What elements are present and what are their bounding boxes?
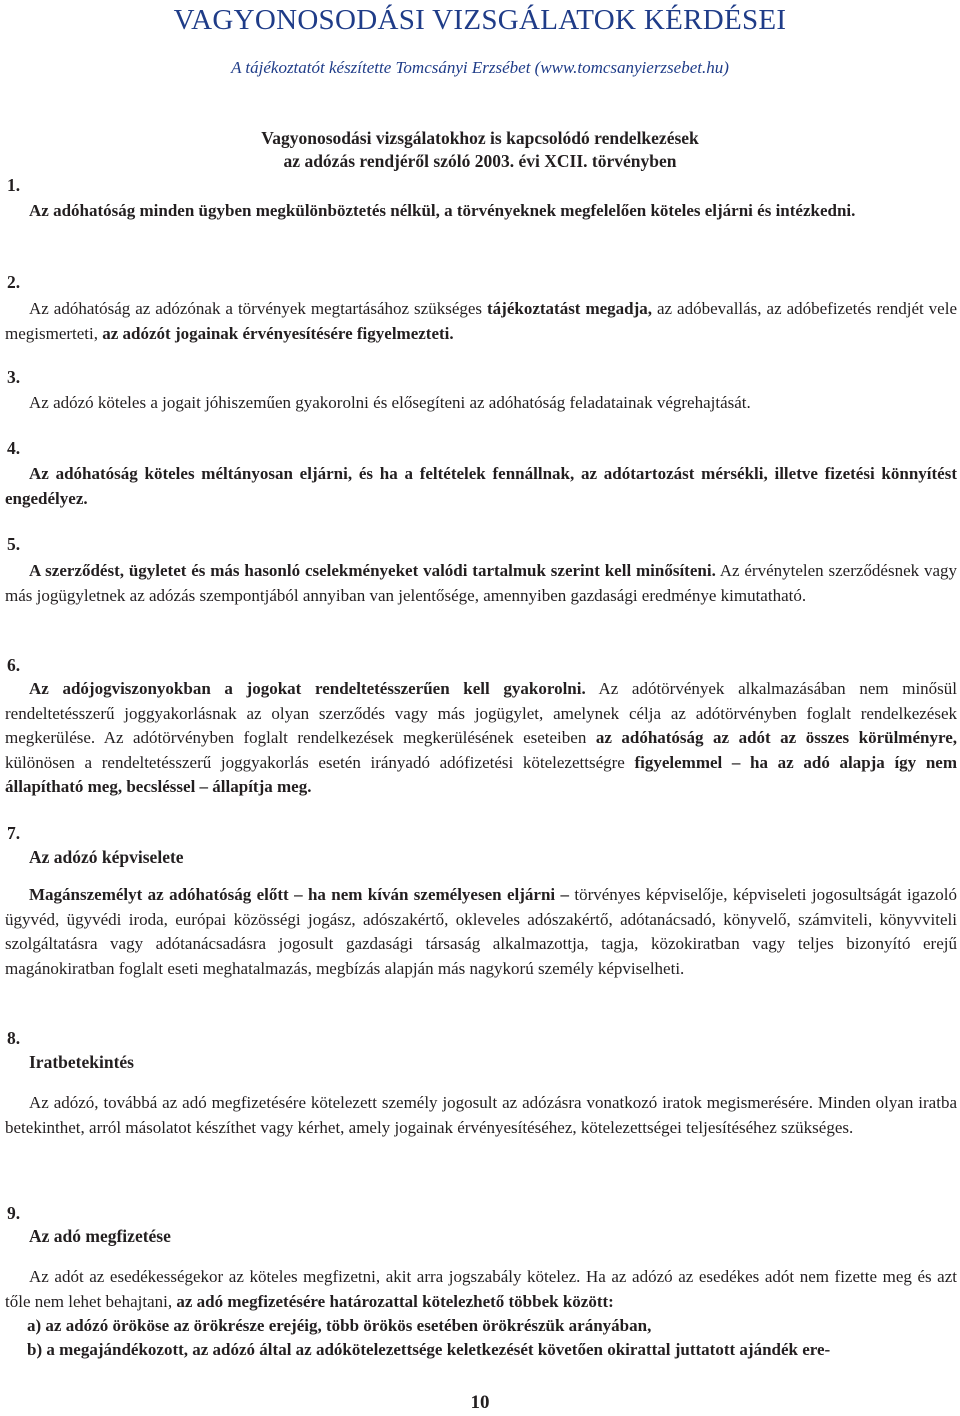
item-number-4: 4. <box>7 438 21 458</box>
item-9-text-b: az adó megfizetésére határozattal kötelezhető többek között: <box>176 1291 614 1311</box>
document-title: VAGYONOSODÁSI VIZSGÁLATOK KÉRDÉSEI <box>173 4 787 36</box>
item-number-8: 8. <box>7 1028 21 1048</box>
item-4-text: Az adóhatóság köteles méltányosan eljárni, és ha a feltételek fennállnak, az adótartozást mérsékli, illetve fizetési könnyítést engedélyez. <box>5 464 957 508</box>
section-heading-line-1: Vagyonosodási vizsgálatokhoz is kapcsolódó rendelkezések <box>261 128 699 148</box>
item-6-text-b: Az adótörvények alkalmazásában nem minősül rendeltetésszerű joggyakorlásnak az olyan szerződés vagy más jogügylet, amelynek célja az adótörvényben foglalt rendelkezések megkerülése. Az adótörvényben foglalt rendelkezések megkerülésének eseteiben <box>5 679 958 747</box>
item-9-line-a: a) az adózó örököse az örökrésze erejéig, több örökös esetében örökrészük arányában, <box>27 1316 652 1335</box>
item-number-9: 9. <box>7 1203 21 1223</box>
item-8-title: Iratbetekintés <box>29 1052 134 1072</box>
item-7-text-b: törvényes képviselője, képviseleti jogosultságát igazoló ügyvéd, ügyvédi iroda, európai közösségi jogász, adószakértő, okleveles adószakértő, adótanácsadó, könyvelő, számviteli, könyvviteli szolgáltatásra vagy adótanácsadásra jogosult gazdasági társaság alkalmazottja, tagja, közokiratban vagy teljes bizonyító erejű magánokiratban foglalt eseti meghatalmazás, megbízás alapján más nagykorú személy képviselheti. <box>5 885 957 978</box>
item-9-text-a: Az adót az esedékességekor az köteles megfizetni, akit arra jogszabály kötelez. Ha az adózó az esedékes adót nem fizette meg és azt tőle nem lehet behajtani, <box>5 1267 957 1311</box>
item-number-5: 5. <box>7 534 21 554</box>
item-1-text: Az adóhatóság minden ügyben megkülönböztetés nélkül, a törvényeknek megfelelően köteles eljárni és intézkedni. <box>29 201 856 220</box>
item-7-text-a: Magánszemélyt az adóhatóság előtt – ha nem kíván személyesen eljárni – <box>29 885 569 904</box>
section-heading-line-2: az adózás rendjéről szóló 2003. évi XCII. törvényben <box>283 151 677 171</box>
item-7-title: Az adózó képviselete <box>29 847 184 867</box>
item-2-text-c: az adóbevallás, az adóbefizetés rendjét vele megismerteti, <box>5 299 957 343</box>
item-5-text-b: Az érvénytelen szerződésnek vagy más jogügyletnek az adózás szempontjából annyiban van jelentősége, amennyiben gazdasági eredménye kimutatható. <box>5 561 957 605</box>
item-2-text-a: Az adóhatóság az adózónak a törvények megtartásához szükséges <box>29 299 487 318</box>
item-9-line-b: b) a megajándékozott, az adózó által az adókötelezettsége keletkezését követően okirattal juttatott ajándék ere- <box>27 1340 831 1359</box>
item-2-text <box>5 297 957 346</box>
item-number-7: 7. <box>7 823 21 843</box>
item-number-6: 6. <box>7 655 21 675</box>
document-subtitle: A tájékoztatót készítette Tomcsányi Erzsébet (www.tomcsanyierzsebet.hu) <box>231 58 729 77</box>
item-8-text: Az adózó, továbbá az adó megfizetésére kötelezett személy jogosult az adózásra vonatkozó iratok megismerésére. Minden olyan iratba betekinthet, arról másolatot készíthet vagy kérhet, amely jogainak érvényesítéséhez, kötelezettségei teljesítéséhez szükséges. <box>5 1093 957 1137</box>
item-5-text <box>5 559 957 608</box>
item-9-text <box>5 1265 957 1314</box>
item-2-text-b: tájékoztatást megadja, <box>487 299 653 318</box>
item-6-text-c: az adóhatóság az adót az összes körülményre, <box>595 728 958 747</box>
item-number-1: 1. <box>7 175 21 195</box>
item-6-text-d: különösen a rendeltetésszerű joggyakorlás esetén irányadó adófizetési kötelezettségre <box>5 752 635 772</box>
item-6-text <box>5 677 957 800</box>
item-number-3: 3. <box>7 367 21 387</box>
item-6-text-e: figyelemmel – ha az adó alapja így nem állapítható meg, becsléssel – állapítja meg. <box>5 752 957 796</box>
item-5-text-a: A szerződést, ügyletet és más hasonló cselekményeket valódi tartalmuk szerint kell minősíteni. <box>29 561 716 580</box>
item-9-title: Az adó megfizetése <box>29 1226 171 1246</box>
page-number: 10 <box>470 1392 490 1413</box>
item-number-2: 2. <box>7 272 21 292</box>
item-6-text-a: Az adójogviszonyokban a jogokat rendeltetésszerűen kell gyakorolni. <box>29 679 586 698</box>
item-3-text: Az adózó köteles a jogait jóhiszeműen gyakorolni és elősegíteni az adóhatóság feladatainak végrehajtását. <box>29 393 751 412</box>
item-2-text-d: az adózót jogainak érvényesítésére figyelmezteti. <box>102 323 454 343</box>
item-7-text <box>5 883 957 981</box>
